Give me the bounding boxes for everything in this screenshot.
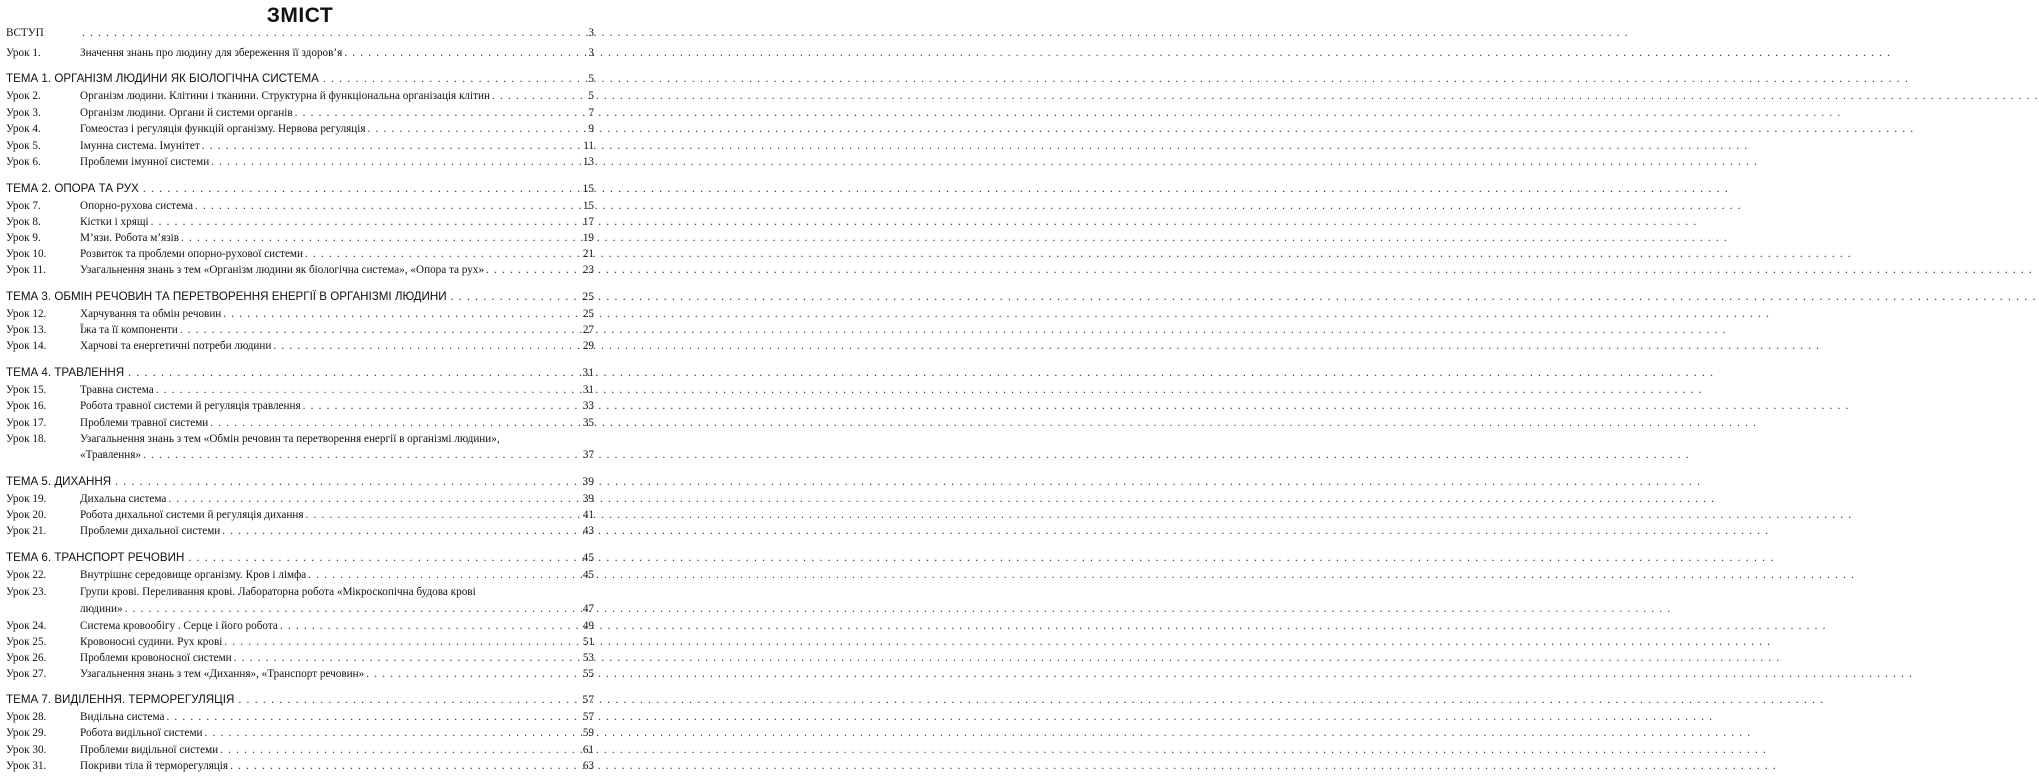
toc-lesson-row <box>6 26 594 40</box>
page-number: 59 <box>582 727 594 739</box>
toc-lesson-row <box>6 399 594 413</box>
page-number: 35 <box>582 417 594 429</box>
page-number: 33 <box>582 400 594 412</box>
toc-topic-row <box>6 475 594 489</box>
page-number: 31 <box>582 366 594 379</box>
leader-dots <box>280 619 578 633</box>
leader-dots <box>202 139 578 153</box>
leader-dots <box>224 635 578 649</box>
lesson-number: Урок 10. <box>6 248 47 260</box>
toc-topic-row <box>6 551 594 565</box>
page-number: 21 <box>582 248 594 260</box>
lesson-number: Урок 6. <box>6 156 41 168</box>
toc-lesson-row <box>6 743 594 757</box>
leader-dots <box>303 399 578 413</box>
lesson-number: Урок 21. <box>6 525 47 537</box>
page-number: 3 <box>588 47 594 59</box>
page-number: 53 <box>582 652 594 664</box>
lesson-title: Їжа та її компоненти <box>80 324 178 336</box>
topic-title: ТЕМА 2. ОПОРА ТА РУХ <box>6 182 139 195</box>
page-number: 41 <box>582 509 594 521</box>
lesson-number: Урок 11. <box>6 264 46 276</box>
page-number: 63 <box>582 760 594 772</box>
leader-dots <box>188 551 578 565</box>
lesson-title: Імунна система. Імунітет <box>80 140 200 152</box>
lesson-number: Урок 15. <box>6 384 47 396</box>
lesson-title: Значення знань про людину для збереження її здоров’я <box>80 47 343 59</box>
lesson-number: Урок 14. <box>6 340 47 352</box>
lesson-number: Урок 31. <box>6 760 47 772</box>
lesson-number: Урок 22. <box>6 569 47 581</box>
lesson-title: Розвиток та проблеми опорно-рухової системи <box>80 248 304 260</box>
leader-dots <box>180 323 578 337</box>
page-number: 37 <box>582 449 594 461</box>
toc-topic-row <box>6 72 594 86</box>
toc-lesson-row <box>6 508 594 522</box>
toc-lesson-row <box>6 46 594 60</box>
topic-title: ТЕМА 3. ОБМІН РЕЧОВИН ТА ПЕРЕТВОРЕННЯ ЕНЕРГІЇ В ОРГАНІЗМІ ЛЮДИНИ <box>6 290 447 303</box>
toc-topic-row <box>6 693 594 707</box>
leader-dots <box>151 215 578 229</box>
toc-lesson-row <box>6 139 594 153</box>
toc-lesson-row <box>6 231 594 245</box>
leader-dots <box>323 72 578 86</box>
leader-dots <box>156 383 578 397</box>
page-number: 61 <box>582 744 594 756</box>
lesson-title: Внутрішнє середовище організму. Кров і лімфа <box>80 569 307 581</box>
lesson-title: М’язи. Робота м’язів <box>80 232 180 244</box>
page-number: 43 <box>582 525 594 537</box>
leader-dots <box>220 743 578 757</box>
toc-lesson-row <box>6 263 594 277</box>
lesson-title: людини» <box>80 603 123 615</box>
toc-lesson-row <box>6 416 594 430</box>
lesson-number: Урок 4. <box>6 123 41 135</box>
lesson-number: Урок 20. <box>6 509 47 521</box>
toc-lesson-row <box>6 667 594 681</box>
lesson-title: Кістки і хрящі <box>80 216 149 228</box>
page-number: 19 <box>582 232 594 244</box>
page-number: 31 <box>582 384 594 396</box>
lesson-title: Травна система <box>80 384 154 396</box>
topic-title: ТЕМА 1. ОРГАНІЗМ ЛЮДИНИ ЯК БІОЛОГІЧНА СИСТЕМА <box>6 72 319 85</box>
leader-dots <box>210 416 578 430</box>
toc-lesson-row <box>6 710 594 724</box>
lesson-title: Покриви тіла й терморегуляція <box>80 760 229 772</box>
lesson-number: Урок 30. <box>6 744 47 756</box>
toc-topic-row <box>6 182 594 196</box>
lesson-title: Гомеостаз і регуляція функцій організму. Нервова регуляція <box>80 123 366 135</box>
leader-dots <box>168 492 578 506</box>
page-number: 47 <box>582 603 594 615</box>
leader-dots <box>238 693 578 707</box>
leader-dots <box>115 475 578 489</box>
leader-dots <box>195 199 578 213</box>
toc-lesson-row <box>6 524 594 538</box>
lesson-title: Проблеми імунної системи <box>80 156 210 168</box>
leader-dots <box>205 726 578 740</box>
leader-dots <box>305 247 578 261</box>
lesson-number: Урок 25. <box>6 636 47 648</box>
lesson-number: Урок 24. <box>6 620 47 632</box>
page-number: 5 <box>588 72 594 85</box>
lesson-title: Система кровообігу . Серце і його робота <box>80 620 278 632</box>
page-number: 49 <box>582 620 594 632</box>
toc-lesson-row <box>6 323 594 337</box>
page-number: 29 <box>582 340 594 352</box>
leader-dots <box>492 89 578 103</box>
lesson-number: Урок 2. <box>6 90 41 102</box>
leader-dots <box>128 366 578 380</box>
leader-dots <box>143 448 578 462</box>
page-number: 9 <box>588 123 594 135</box>
toc-lesson-row <box>6 339 594 353</box>
toc-lesson-row <box>6 307 594 321</box>
lesson-title: Групи крові. Переливання крові. Лабораторна робота «Мікроскопічна будова крові <box>80 586 476 598</box>
leader-dots <box>273 339 578 353</box>
leader-dots <box>166 710 578 724</box>
lesson-title: Проблеми кровоносної системи <box>80 652 232 664</box>
lesson-title: Узагальнення знань з тем «Обмін речовин та перетворення енергії в організмі людини», <box>80 433 500 445</box>
toc-lesson-row <box>6 199 594 213</box>
toc-lesson-row <box>6 585 594 599</box>
topic-title: ТЕМА 4. ТРАВЛЕННЯ <box>6 366 125 379</box>
page-number: 39 <box>582 475 594 488</box>
lesson-title: Узагальнення знань з тем «Організм людини як біологічна система», «Опора та рух» <box>80 264 485 276</box>
lesson-number: Урок 16. <box>6 400 47 412</box>
toc-lesson-row <box>6 383 594 397</box>
lesson-title: Харчування та обмін речовин <box>80 308 222 320</box>
lesson-number: Урок 29. <box>6 727 47 739</box>
page-number: 17 <box>582 216 594 228</box>
lesson-title: Робота дихальної системи й регуляція дихання <box>80 509 304 521</box>
lesson-title: Проблеми видільної системи <box>80 744 219 756</box>
leader-dots <box>451 290 578 304</box>
topic-title: ТЕМА 5. ДИХАННЯ <box>6 475 112 488</box>
toc-lesson-row <box>6 89 594 103</box>
page-number: 23 <box>582 264 594 276</box>
toc-lesson-row <box>6 215 594 229</box>
lesson-number: Урок 3. <box>6 107 41 119</box>
page-number: 45 <box>582 551 594 564</box>
leader-dots <box>125 602 578 616</box>
leader-dots <box>211 155 578 169</box>
lesson-number: Урок 5. <box>6 140 41 152</box>
toc-lesson-row <box>6 568 594 582</box>
topic-title: ТЕМА 7. ВИДІЛЕННЯ. ТЕРМОРЕГУЛЯЦІЯ <box>6 693 235 706</box>
leader-dots <box>305 508 578 522</box>
topic-title: ТЕМА 6. ТРАНСПОРТ РЕЧОВИН <box>6 551 185 564</box>
lesson-title: Робота травної системи й регуляція травлення <box>80 400 301 412</box>
leader-dots <box>234 651 578 665</box>
lesson-title: Робота видільної системи <box>80 727 203 739</box>
page-number: 11 <box>583 140 594 152</box>
leader-dots <box>486 263 578 277</box>
lesson-number: Урок 23. <box>6 586 47 598</box>
toc-lesson-row <box>6 759 594 773</box>
toc-lesson-row <box>6 492 594 506</box>
lesson-title: Організм людини. Органи й системи органів <box>80 107 293 119</box>
lesson-title: Дихальна система <box>80 493 167 505</box>
page-number: 15 <box>582 200 594 212</box>
page-number: 57 <box>582 711 594 723</box>
lesson-number: Урок 19. <box>6 493 47 505</box>
lesson-title: Проблеми травної системи <box>80 417 209 429</box>
toc-lesson-row <box>6 106 594 120</box>
page-number: 55 <box>582 668 594 680</box>
leader-dots <box>295 106 578 120</box>
toc-lesson-row <box>6 651 594 665</box>
lesson-title: Видільна система <box>80 711 165 723</box>
toc-lesson-row <box>6 448 594 462</box>
leader-dots <box>223 307 578 321</box>
page-number: 45 <box>582 569 594 581</box>
leader-dots <box>368 122 578 136</box>
page-number: 13 <box>582 156 594 168</box>
toc-lesson-row <box>6 726 594 740</box>
toc-lesson-row <box>6 122 594 136</box>
leader-dots <box>344 46 578 60</box>
page-number: 27 <box>582 324 594 336</box>
lesson-number: Урок 13. <box>6 324 47 336</box>
lesson-number: Урок 18. <box>6 433 47 445</box>
page-number: 7 <box>588 107 594 119</box>
leader-dots <box>308 568 578 582</box>
page-number: 57 <box>582 693 594 706</box>
lesson-title: Узагальнення знань з тем «Дихання», «Транспорт речовин» <box>80 668 365 680</box>
lesson-number: Урок 27. <box>6 668 47 680</box>
leader-dots <box>230 759 578 773</box>
page-number: 15 <box>582 182 594 195</box>
leader-dots <box>82 26 578 40</box>
lesson-number: Урок 12. <box>6 308 47 320</box>
lesson-number: Урок 8. <box>6 216 41 228</box>
lesson-number: Урок 17. <box>6 417 47 429</box>
leader-dots <box>222 524 578 538</box>
leader-dots <box>366 667 578 681</box>
lesson-number: Урок 26. <box>6 652 47 664</box>
leader-dots <box>181 231 578 245</box>
page-number: 3 <box>588 27 594 39</box>
lesson-number: Урок 28. <box>6 711 47 723</box>
toc-lesson-row <box>6 247 594 261</box>
leader-dots <box>143 182 578 196</box>
page-title: ЗМІСТ <box>266 4 334 27</box>
page-number: 39 <box>582 493 594 505</box>
lesson-title: Кровоносні судини. Рух крові <box>80 636 223 648</box>
lesson-title: Організм людини. Клітини і тканини. Структурна й функціональна організація клітин <box>80 90 490 102</box>
lesson-title: Опорно-рухова система <box>80 200 193 212</box>
lesson-title: Харчові та енергетичні потреби людини <box>80 340 272 352</box>
toc-topic-row <box>6 366 594 380</box>
page-number: 25 <box>582 290 594 303</box>
lesson-number: ВСТУП <box>6 27 44 39</box>
lesson-number: Урок 9. <box>6 232 41 244</box>
page-number: 51 <box>582 636 594 648</box>
toc-lesson-row <box>6 155 594 169</box>
toc-lesson-row <box>6 619 594 633</box>
page-number: 25 <box>582 308 594 320</box>
page-number: 5 <box>588 90 594 102</box>
toc-lesson-row <box>6 602 594 616</box>
lesson-number: Урок 7. <box>6 200 41 212</box>
toc-topic-row <box>6 290 594 304</box>
toc-lesson-row <box>6 432 594 446</box>
lesson-number: Урок 1. <box>6 47 41 59</box>
lesson-title: «Травлення» <box>80 449 141 461</box>
toc-lesson-row <box>6 635 594 649</box>
lesson-title: Проблеми дихальної системи <box>80 525 221 537</box>
